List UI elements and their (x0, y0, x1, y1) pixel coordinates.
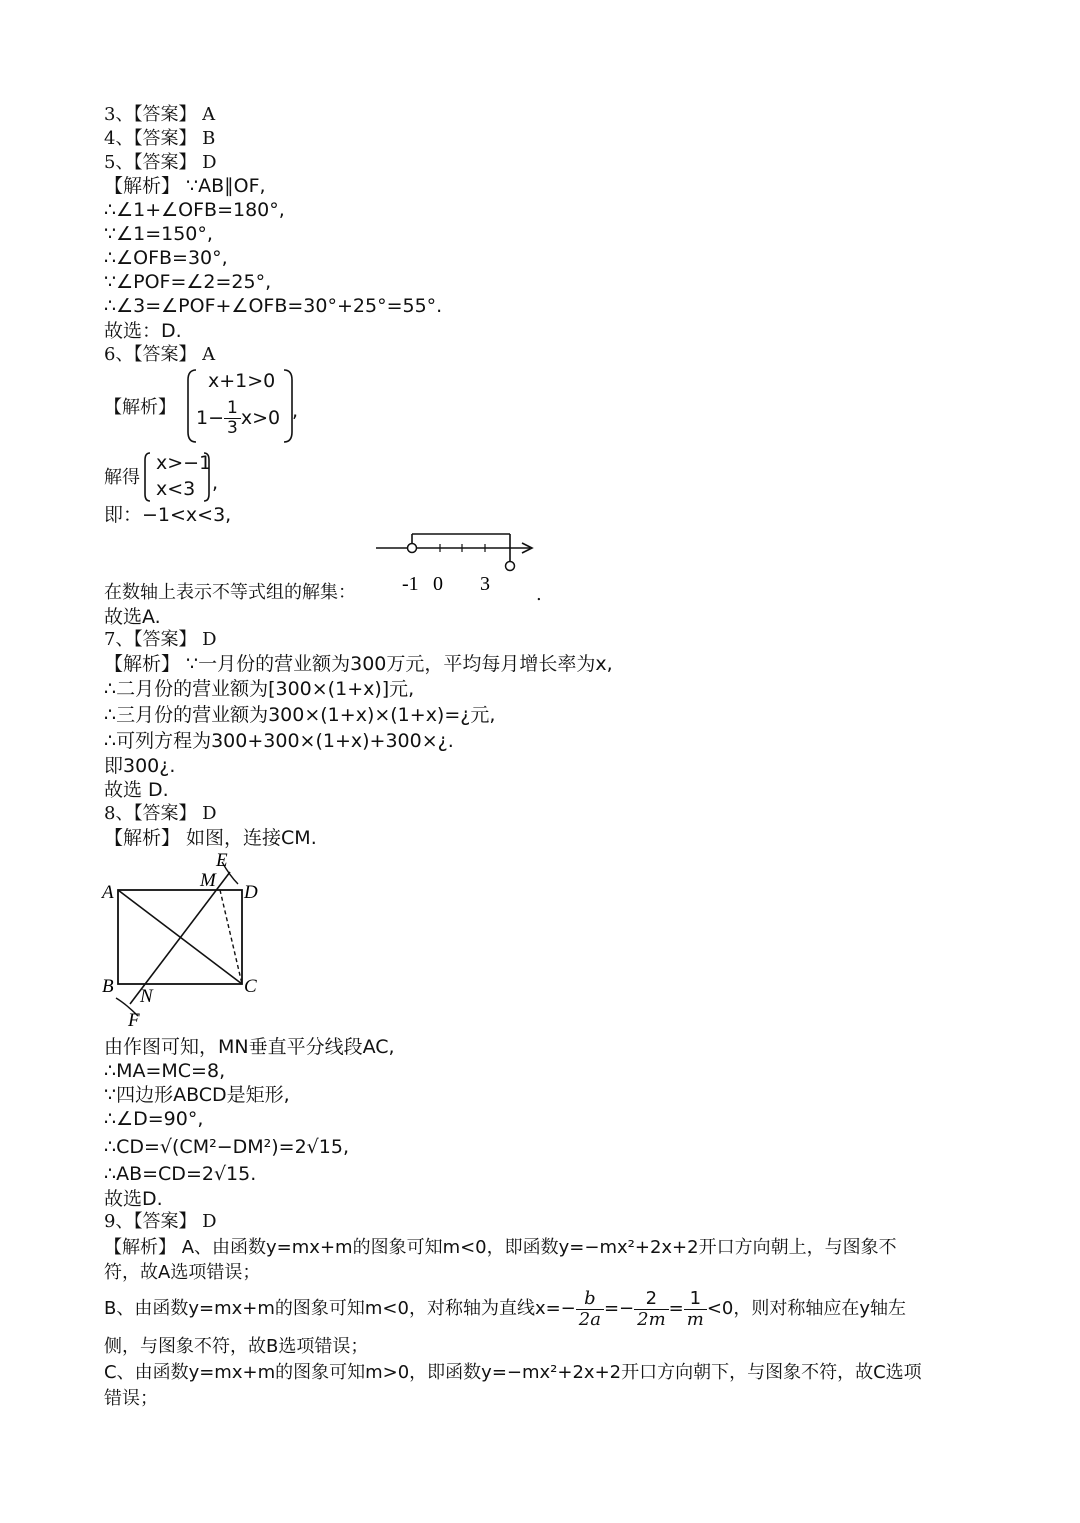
q6-choose: 故选A. (104, 606, 161, 628)
q6-analysis-tag: 【解析】 (104, 397, 176, 418)
label-b: B (102, 976, 114, 997)
q8-line: 故选D. (104, 1188, 163, 1210)
open-point-minus1 (408, 544, 417, 553)
q5-line: ∴∠OFB=30°, (104, 247, 228, 269)
q5-line: ∴∠3=∠POF+∠OFB=30°+25°=55°. (104, 295, 443, 317)
q3-answer: 3、【答案】 A (104, 104, 216, 125)
q8-answer: 8、【答案】 D (104, 803, 217, 824)
q4-answer: 4、【答案】 B (104, 128, 216, 149)
q6-solved-end: , (212, 472, 219, 494)
q6-system-end: , (292, 400, 299, 422)
q7-line: ∴二月份的营业额为[300×(1+x)]元, (104, 678, 415, 700)
q5-line: 【解析】 ∵AB∥OF, (104, 175, 266, 197)
q5-line: ∵∠1=150°, (104, 223, 213, 245)
q6-solve-tag: 解得 (104, 467, 140, 488)
tick-label: 3 (480, 573, 490, 595)
q7-line: ∴三月份的营业额为300×(1+x)×(1+x)=¿元, (104, 704, 496, 726)
q5-answer: 5、【答案】 D (104, 152, 217, 173)
label-m: M (200, 870, 216, 891)
q8-line: ∴AB=CD=2√15. (104, 1163, 257, 1185)
label-d: D (244, 882, 258, 903)
q6-numberline-end: . (536, 584, 542, 605)
q6-solved-line2: x<3 (156, 478, 196, 500)
label-n: N (140, 986, 153, 1007)
q8-line: ∵四边形ABCD是矩形, (104, 1084, 290, 1106)
q7-line: 即300¿. (104, 755, 176, 777)
q8-rectangle-figure (96, 846, 276, 1032)
tick-label: 0 (433, 573, 443, 595)
q9-option-b-cont: 侧，与图象不符，故B选项错误； (104, 1336, 369, 1357)
q6-answer: 6、【答案】 A (104, 344, 216, 365)
q9-option-a-cont: 符，故A选项错误； (104, 1262, 261, 1283)
q7-line: 故选 D. (104, 779, 169, 801)
q8-line: ∴∠D=90°, (104, 1108, 204, 1130)
q9-option-a: 【解析】 A、由函数y=mx+m的图象可知m<0，即函数y=−mx²+2x+2开口方向朝上，与图象不 (104, 1237, 897, 1258)
q7-line: 【解析】 ∵一月份的营业额为300万元，平均每月增长率为x, (104, 653, 613, 675)
q7-line: ∴可列方程为300+300×(1+x)+300×¿. (104, 730, 454, 752)
open-point-3 (506, 562, 515, 571)
q8-line: ∴MA=MC=8, (104, 1060, 226, 1082)
q5-line: ∵∠POF=∠2=25°, (104, 271, 272, 293)
q5-line: 故选：D. (104, 320, 182, 342)
label-c: C (244, 976, 257, 997)
tick-label: -1 (402, 573, 419, 595)
label-e: E (216, 850, 228, 871)
label-f: F (128, 1010, 140, 1031)
q8-line: 由作图可知，MN垂直平分线段AC, (104, 1036, 395, 1058)
q9-option-c-cont: 错误； (104, 1388, 158, 1409)
q9-answer: 9、【答案】 D (104, 1211, 217, 1232)
q9-option-b: B、由函数y=mx+m的图象可知m<0，对称轴为直线x=− $\frac{b}{2a}$ =− $\frac{2}{2m}$ = $\frac{1}{m}$ <0，则对称轴应在y轴左 (104, 1287, 907, 1330)
q6-number-line (370, 532, 550, 598)
label-a: A (102, 882, 114, 903)
q8-analysis: 【解析】 如图，连接CM. (104, 827, 317, 849)
q6-numberline-caption: 在数轴上表示不等式组的解集： (104, 582, 356, 603)
q6-system-line1: x+1>0 (208, 370, 276, 392)
q8-line: ∴CD=√(CM²−DM²)=2√15, (104, 1136, 350, 1158)
q6-solved-line1: x>−1 (156, 452, 212, 474)
q7-answer: 7、【答案】 D (104, 629, 217, 650)
q6-result: 即：−1<x<3, (104, 504, 232, 526)
q6-system-line2: 1− $\frac{1}{3}$ x>0 (196, 398, 281, 438)
q9-option-c: C、由函数y=mx+m的图象可知m>0，即函数y=−mx²+2x+2开口方向朝下，与图象不符，故C选项 (104, 1362, 922, 1383)
q5-line: ∴∠1+∠OFB=180°, (104, 199, 285, 221)
